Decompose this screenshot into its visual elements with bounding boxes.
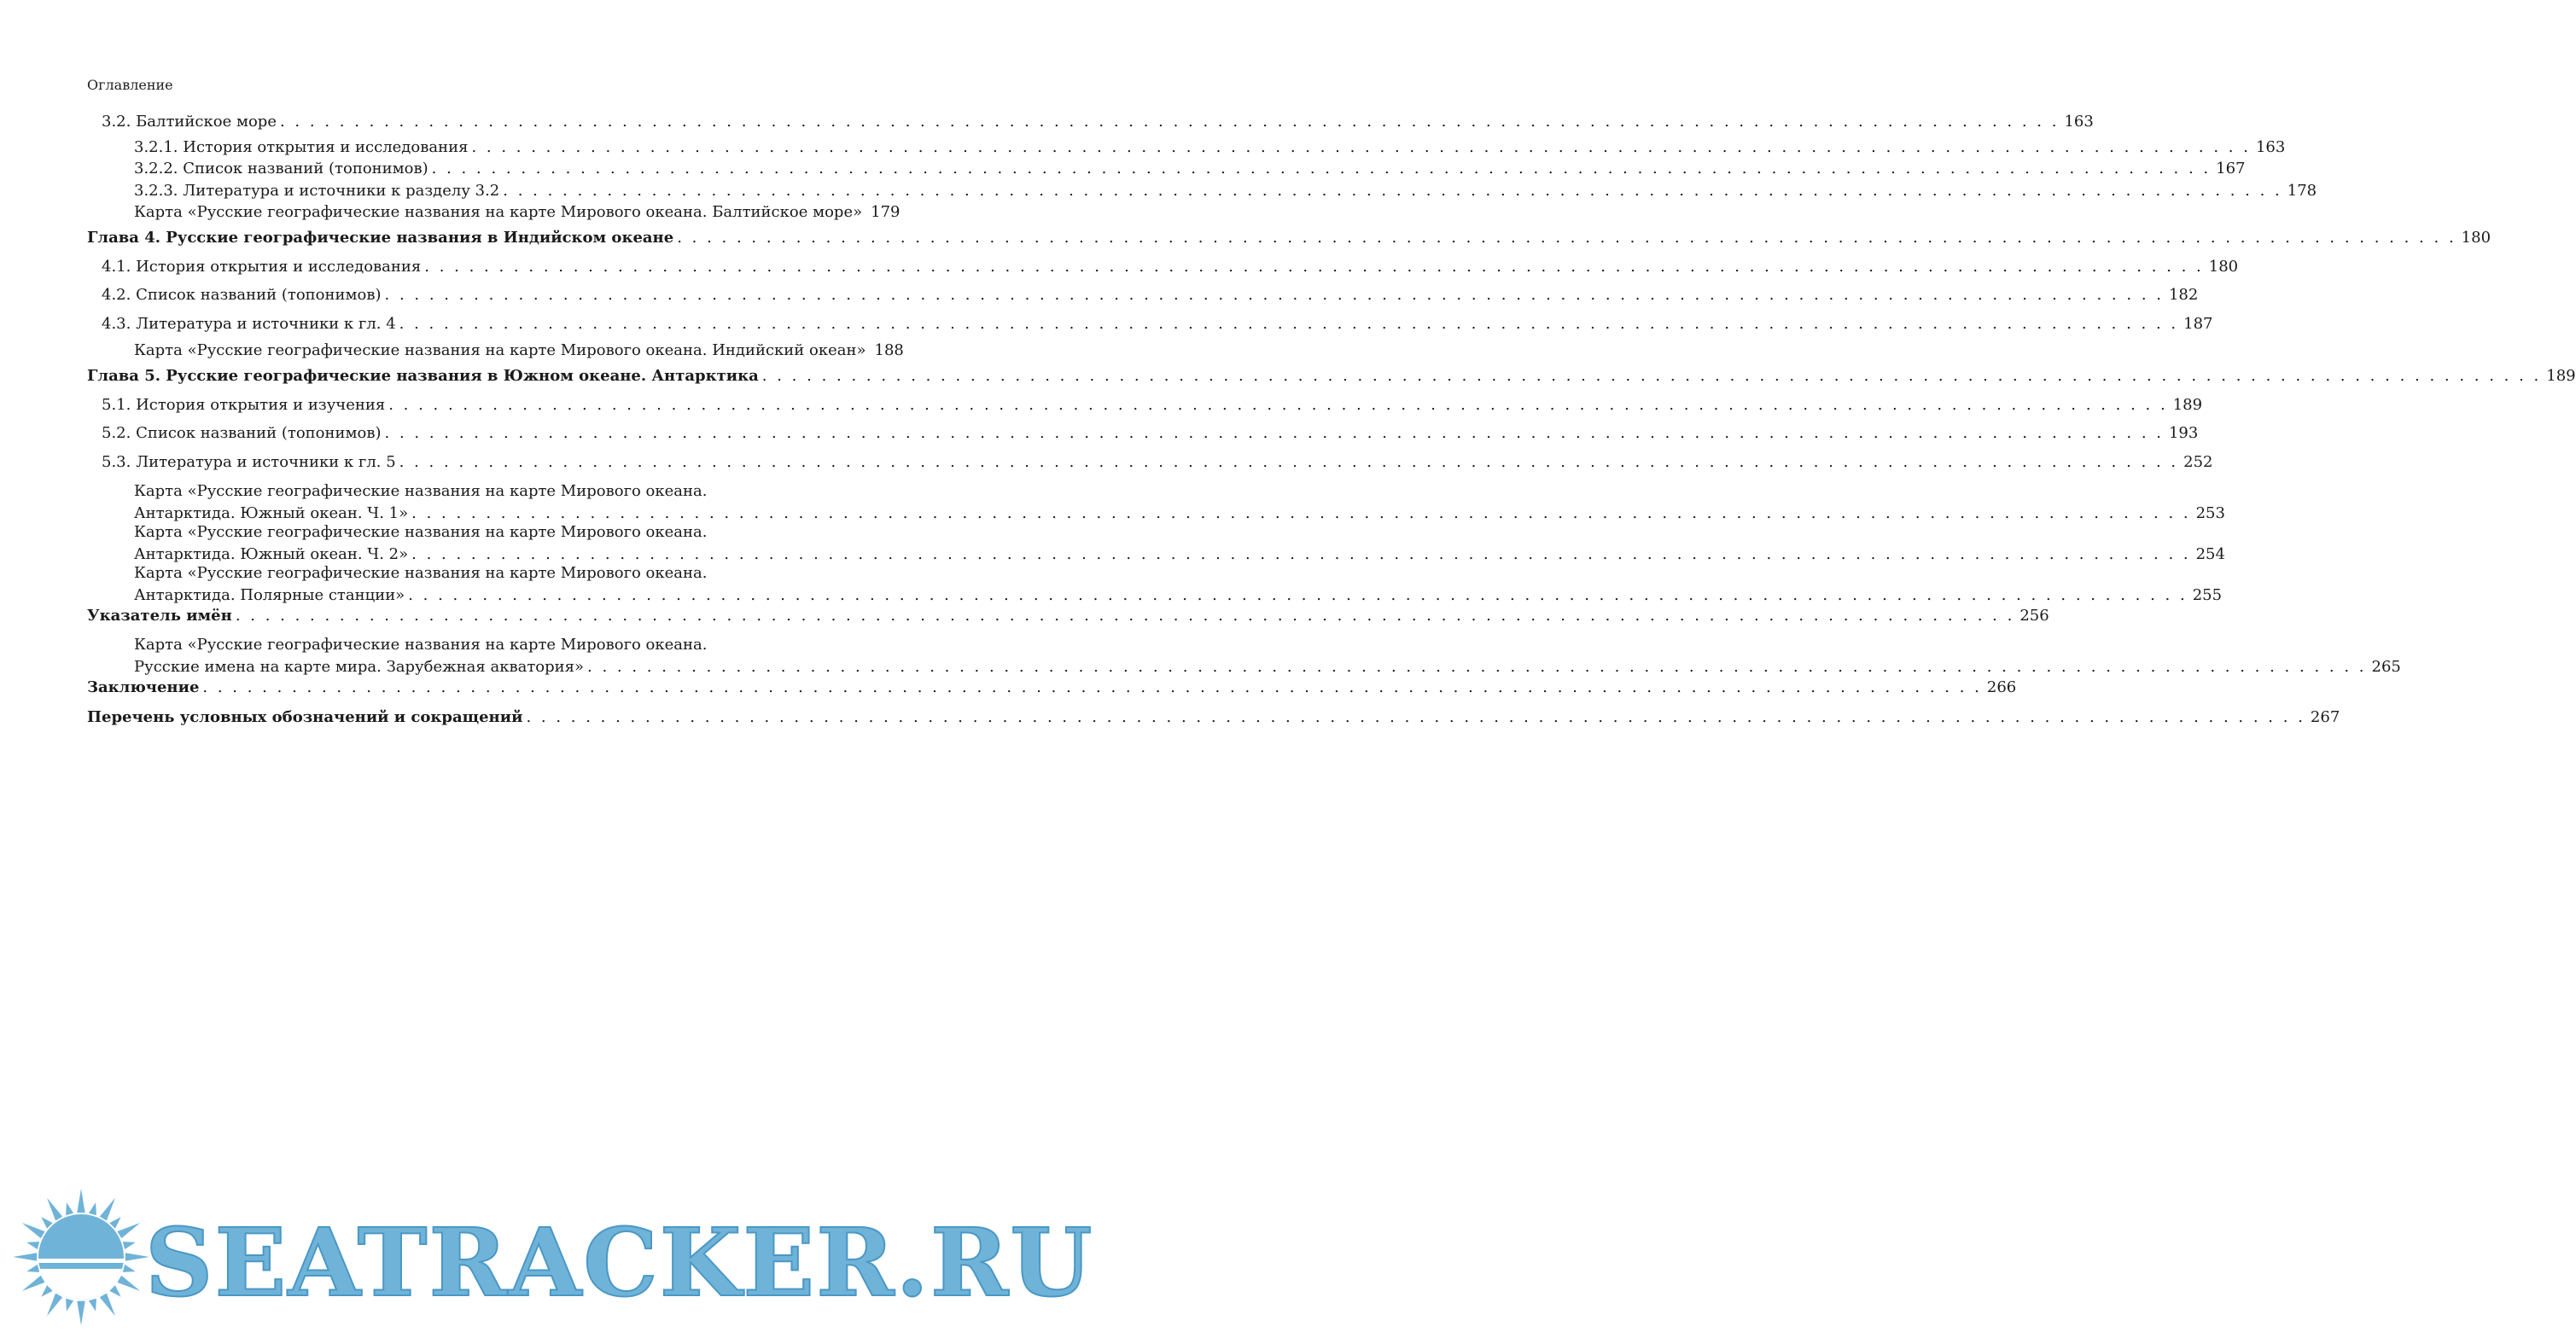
sun-ray xyxy=(77,1301,85,1325)
dot-leader xyxy=(762,365,2541,387)
sun-ray xyxy=(66,1299,73,1312)
sun-ray xyxy=(66,1202,73,1215)
dot-leader xyxy=(388,394,2167,416)
sun-ray xyxy=(47,1294,62,1317)
toc-entry[interactable] xyxy=(134,521,2225,566)
toc-page-number: 265 xyxy=(2371,658,2401,676)
toc-page-number: 182 xyxy=(2168,286,2199,304)
sun-ray xyxy=(118,1223,141,1238)
toc-entry-title: 4.2. Список названий (топонимов) xyxy=(102,286,382,304)
dot-leader xyxy=(399,313,2178,335)
toc-page-number: 180 xyxy=(2461,229,2491,247)
sun-ray xyxy=(77,1189,85,1213)
running-header: Оглавление xyxy=(87,77,173,93)
toc-entry-title: Карта «Русские географические названия на карте Мирового океана. xyxy=(134,523,708,541)
watermark-text: SEATRACKER.RU xyxy=(145,1207,1094,1317)
dot-leader xyxy=(424,256,2203,278)
sun-ray xyxy=(123,1265,136,1272)
sun-ray xyxy=(47,1198,62,1221)
toc-page-number: 256 xyxy=(2019,607,2049,625)
toc-page-number: 163 xyxy=(2255,138,2286,156)
toc-page-number: 179 xyxy=(871,203,900,221)
toc-entry[interactable] xyxy=(102,313,2213,335)
toc-entry[interactable] xyxy=(134,201,900,224)
toc-entry-title: Глава 4. Русские географические названия в Индийском океане xyxy=(87,229,674,247)
toc-entry[interactable] xyxy=(134,562,2223,607)
toc-entry-title: 5.1. История открытия и изучения xyxy=(102,396,386,414)
toc-entry-title: Антарктида. Полярные станции» xyxy=(134,586,405,604)
toc-page-number: 254 xyxy=(2195,545,2225,563)
toc-page-number: 180 xyxy=(2208,258,2239,276)
toc-entry[interactable] xyxy=(87,365,2576,387)
toc-page-number: 255 xyxy=(2192,586,2223,604)
toc-entry-title: Антарктида. Южный океан. Ч. 1» xyxy=(134,504,409,522)
sun-ray xyxy=(13,1253,37,1260)
toc-entry-title: Русские имена на карте мира. Зарубежная акватория» xyxy=(134,658,585,676)
toc-entry-title: 5.2. Список названий (топонимов) xyxy=(102,424,382,442)
toc-entry[interactable] xyxy=(102,256,2239,278)
dot-leader xyxy=(236,605,2014,627)
dot-leader xyxy=(385,284,2164,306)
dot-leader xyxy=(202,677,1981,699)
sun-ray xyxy=(22,1276,45,1291)
toc-page-number: 253 xyxy=(2195,504,2225,522)
toc-entry[interactable] xyxy=(102,111,2094,133)
toc-entry-title: Указатель имён xyxy=(87,607,232,625)
toc-entry-title: Антарктида. Южный океан. Ч. 2» xyxy=(134,545,409,563)
toc-entry[interactable] xyxy=(87,227,2491,249)
toc-entry[interactable] xyxy=(87,707,2340,729)
toc-entry[interactable] xyxy=(102,284,2199,306)
toc-entry-title: Карта «Русские географические названия на карте Мирового океана. xyxy=(134,564,708,582)
dot-leader xyxy=(399,451,2178,474)
sun-ray xyxy=(26,1242,39,1249)
toc-entry[interactable] xyxy=(134,480,2225,525)
toc-entry-title: Карта «Русские географические названия на карте Мирового океана. Балтийское море» xyxy=(134,203,863,221)
toc-page-number: 188 xyxy=(874,341,904,359)
sun-ray xyxy=(22,1223,45,1238)
toc-entry-title: 4.3. Литература и источники к гл. 4 xyxy=(102,315,396,333)
toc-entry-title: Карта «Русские географические названия на карте Мирового океана. xyxy=(134,636,708,654)
toc-entry-title: 3.2.2. Список названий (топонимов) xyxy=(134,160,428,177)
sun-icon xyxy=(13,1189,149,1325)
toc-entry[interactable] xyxy=(134,340,904,362)
toc-page-number: 189 xyxy=(2546,367,2576,385)
sun-ray xyxy=(118,1276,141,1291)
dot-leader xyxy=(677,227,2456,249)
toc-entry-title: 3.2.3. Литература и источники к разделу 3.2 xyxy=(134,182,500,200)
toc-page-number: 187 xyxy=(2183,315,2213,333)
toc-entry[interactable] xyxy=(87,605,2049,627)
dot-leader xyxy=(503,180,2282,202)
sun-ray xyxy=(26,1265,39,1272)
toc-page-number: 267 xyxy=(2310,708,2340,726)
dot-leader xyxy=(471,137,2250,159)
dot-leader xyxy=(280,111,2059,133)
toc-page-number: 163 xyxy=(2064,113,2094,131)
toc-entry-title: 3.2. Балтийское море xyxy=(102,113,277,131)
toc-page-number: 193 xyxy=(2168,424,2199,442)
toc-entry-title: 5.3. Литература и источники к гл. 5 xyxy=(102,453,396,471)
sun-ray xyxy=(100,1198,115,1221)
toc-entry-title: Перечень условных обозначений и сокращений xyxy=(87,708,523,726)
toc-entry[interactable] xyxy=(102,394,2203,416)
toc-page-number: 252 xyxy=(2183,453,2213,471)
toc-entry[interactable] xyxy=(102,451,2213,474)
sun-ray xyxy=(123,1242,136,1249)
dot-leader xyxy=(526,707,2305,729)
toc-page-number: 189 xyxy=(2172,396,2203,414)
dot-leader xyxy=(385,422,2164,445)
toc-entry[interactable] xyxy=(134,158,2246,180)
toc-entry[interactable] xyxy=(134,137,2286,159)
sun-ray xyxy=(89,1299,96,1312)
dot-leader xyxy=(432,158,2211,180)
sun-ray xyxy=(89,1202,96,1215)
toc-entry-title: 3.2.1. История открытия и исследования xyxy=(134,138,469,156)
toc-entry[interactable] xyxy=(134,180,2317,202)
dot-leader xyxy=(408,585,2187,607)
toc-page-number: 167 xyxy=(2216,160,2246,177)
toc-entry[interactable] xyxy=(134,634,2401,678)
toc-page-number: 266 xyxy=(1986,678,2017,696)
toc-page-number: 178 xyxy=(2287,182,2317,200)
dot-leader xyxy=(587,656,2366,678)
toc-entry-title: Карта «Русские географические названия на карте Мирового океана. Индийский океан» xyxy=(134,341,866,359)
toc-entry-title: Заключение xyxy=(87,678,200,696)
toc-entry[interactable] xyxy=(102,422,2199,445)
toc-entry-title: Карта «Русские географические названия на карте Мирового океана. xyxy=(134,482,708,500)
toc-entry-title: 4.1. История открытия и исследования xyxy=(102,258,422,276)
toc-entry-title: Глава 5. Русские географические названия в Южном океане. Антарктика xyxy=(87,367,759,385)
toc-entry[interactable] xyxy=(87,677,2017,699)
sun-ray xyxy=(100,1294,115,1317)
